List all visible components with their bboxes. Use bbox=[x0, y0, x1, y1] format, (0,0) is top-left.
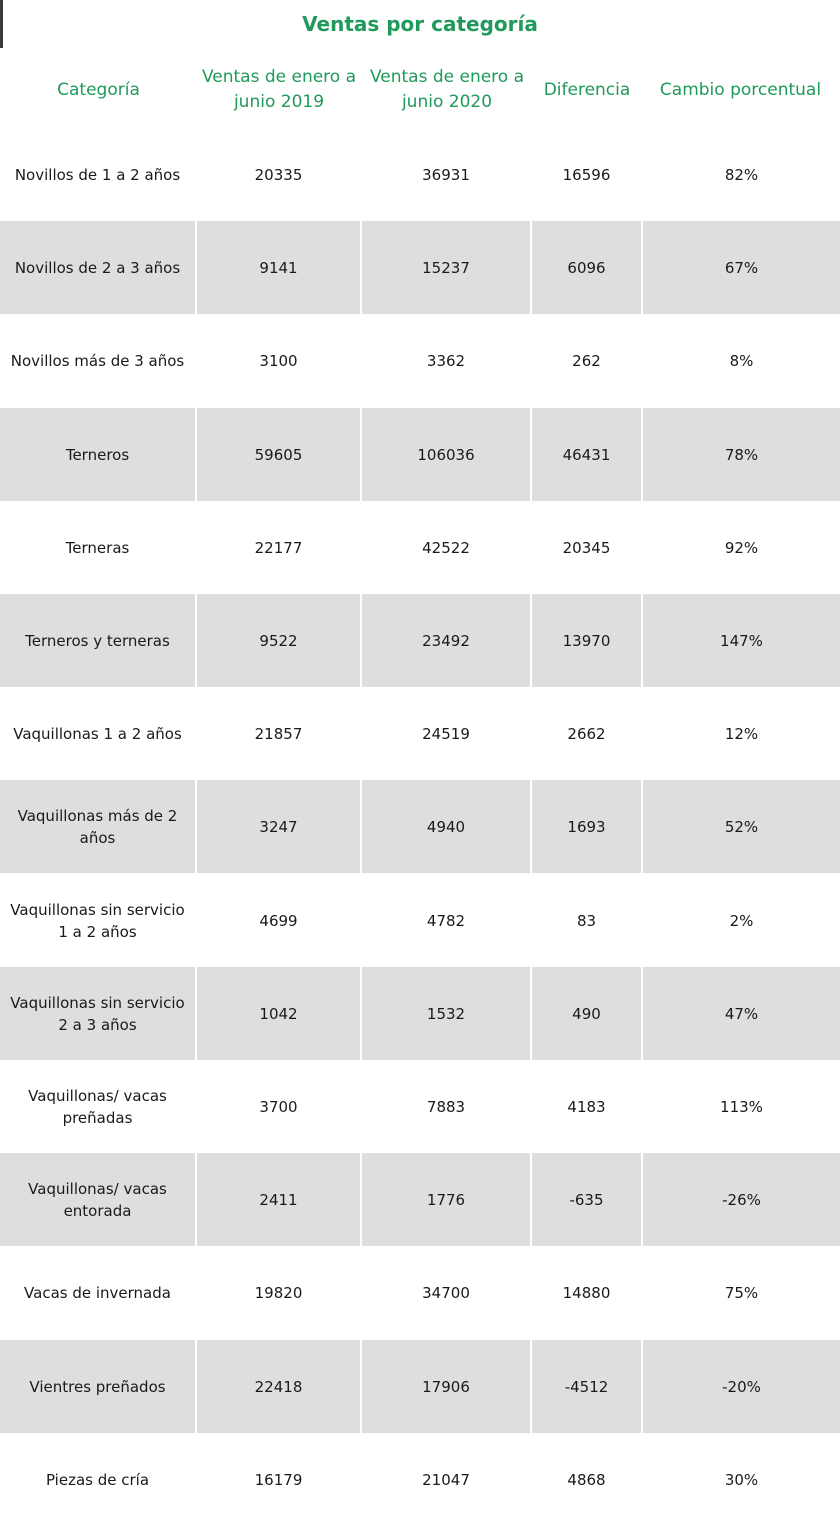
cell-ventas-2019: 1042 bbox=[197, 967, 360, 1060]
cell-ventas-2020: 4782 bbox=[426, 911, 466, 930]
cell-categoria: Novillos de 2 a 3 años bbox=[0, 221, 195, 314]
cell-categoria: Vaquillonas/ vacas preñadas bbox=[28, 1086, 167, 1127]
cell-categoria: Vaquillonas/ vacas entorada bbox=[0, 1153, 195, 1246]
cell-diferencia: 4868 bbox=[567, 1470, 606, 1489]
table-row bbox=[0, 314, 840, 407]
table-row bbox=[0, 1433, 840, 1526]
cell-diferencia: 2662 bbox=[567, 724, 606, 743]
cell-cambio: -20% bbox=[643, 1340, 840, 1433]
table-row bbox=[0, 128, 840, 221]
cell-ventas-2019: 3700 bbox=[259, 1097, 298, 1116]
cell-ventas-2019: 9141 bbox=[197, 221, 360, 314]
cell-ventas-2020: 21047 bbox=[422, 1470, 470, 1489]
cell-diferencia: 83 bbox=[576, 911, 597, 930]
cell-cambio: 147% bbox=[643, 594, 840, 687]
cell-diferencia: 262 bbox=[572, 351, 601, 370]
cell-categoria: Novillos de 1 a 2 años bbox=[14, 165, 181, 184]
cell-ventas-2019: 22177 bbox=[254, 538, 303, 557]
cell-diferencia: 1693 bbox=[532, 780, 641, 873]
header-categoria: Categoría bbox=[57, 79, 140, 100]
cell-categoria: Vacas de invernada bbox=[24, 1283, 171, 1302]
cell-ventas-2019: 9522 bbox=[197, 594, 360, 687]
cell-ventas-2019: 16179 bbox=[254, 1470, 303, 1489]
cell-diferencia: 13970 bbox=[532, 594, 641, 687]
cell-ventas-2019: 20335 bbox=[254, 165, 303, 184]
cell-diferencia: -4512 bbox=[532, 1340, 641, 1433]
table-row bbox=[0, 221, 840, 314]
cell-diferencia: 490 bbox=[532, 967, 641, 1060]
cell-categoria: Vientres preñados bbox=[0, 1340, 195, 1433]
cell-categoria: Vaquillonas 1 a 2 años bbox=[13, 724, 182, 743]
cell-categoria: Novillos más de 3 años bbox=[10, 351, 185, 370]
cell-ventas-2019: 2411 bbox=[197, 1153, 360, 1246]
cell-ventas-2020: 7883 bbox=[426, 1097, 466, 1116]
cell-diferencia: 46431 bbox=[532, 408, 641, 501]
cell-ventas-2019: 4699 bbox=[259, 911, 298, 930]
cell-ventas-2020: 36931 bbox=[422, 165, 470, 184]
cell-cambio: 82% bbox=[724, 165, 759, 184]
cell-diferencia: 6096 bbox=[532, 221, 641, 314]
cell-cambio: 92% bbox=[724, 538, 759, 557]
cell-categoria: Terneros y terneras bbox=[0, 594, 195, 687]
cell-cambio: 47% bbox=[643, 967, 840, 1060]
table-row bbox=[0, 687, 840, 780]
cell-ventas-2019: 21857 bbox=[254, 724, 303, 743]
cell-cambio: 12% bbox=[724, 724, 759, 743]
cell-cambio: -26% bbox=[643, 1153, 840, 1246]
cell-ventas-2019: 59605 bbox=[197, 408, 360, 501]
cell-ventas-2020: 15237 bbox=[362, 221, 530, 314]
header-cambio-porcentual: Cambio porcentual bbox=[659, 79, 822, 100]
cell-diferencia: -635 bbox=[532, 1153, 641, 1246]
cell-ventas-2020: 42522 bbox=[422, 538, 470, 557]
header-ventas-2020: Ventas de enero a junio 2020 bbox=[369, 67, 525, 112]
cell-categoria: Vaquillonas sin servicio 2 a 3 años bbox=[0, 967, 195, 1060]
table-row bbox=[0, 501, 840, 594]
table-row bbox=[0, 594, 840, 687]
cell-ventas-2019: 22418 bbox=[197, 1340, 360, 1433]
table-row bbox=[0, 1153, 840, 1246]
table-row bbox=[0, 408, 840, 501]
table-row bbox=[0, 1060, 840, 1153]
cell-diferencia: 4183 bbox=[567, 1097, 606, 1116]
cell-ventas-2020: 106036 bbox=[362, 408, 530, 501]
cell-ventas-2020: 34700 bbox=[422, 1283, 470, 1302]
table-row bbox=[0, 1246, 840, 1339]
table-row bbox=[0, 874, 840, 967]
cell-cambio: 78% bbox=[643, 408, 840, 501]
cell-ventas-2020: 24519 bbox=[422, 724, 470, 743]
cell-diferencia: 16596 bbox=[562, 165, 611, 184]
table-row bbox=[0, 780, 840, 873]
cell-categoria: Terneras bbox=[65, 538, 130, 557]
cell-cambio: 8% bbox=[729, 351, 754, 370]
cell-categoria: Vaquillonas más de 2 años bbox=[0, 780, 195, 873]
cell-ventas-2019: 19820 bbox=[254, 1283, 303, 1302]
cell-categoria: Terneros bbox=[0, 408, 195, 501]
cell-ventas-2020: 23492 bbox=[362, 594, 530, 687]
table-header bbox=[0, 52, 840, 128]
cell-ventas-2020: 17906 bbox=[362, 1340, 530, 1433]
cell-ventas-2019: 3100 bbox=[259, 351, 298, 370]
cell-cambio: 2% bbox=[729, 911, 754, 930]
cell-cambio: 113% bbox=[720, 1097, 763, 1116]
cell-ventas-2020: 1532 bbox=[362, 967, 530, 1060]
cell-ventas-2020: 4940 bbox=[362, 780, 530, 873]
cell-diferencia: 14880 bbox=[562, 1283, 611, 1302]
header-ventas-2019: Ventas de enero a junio 2019 bbox=[201, 67, 357, 112]
cell-ventas-2020: 1776 bbox=[362, 1153, 530, 1246]
cell-cambio: 30% bbox=[724, 1470, 759, 1489]
cell-categoria: Vaquillonas sin servicio 1 a 2 años bbox=[10, 900, 185, 941]
cell-ventas-2019: 3247 bbox=[197, 780, 360, 873]
cell-diferencia: 20345 bbox=[562, 538, 611, 557]
header-diferencia: Diferencia bbox=[543, 79, 631, 100]
table-row bbox=[0, 967, 840, 1060]
cell-cambio: 52% bbox=[643, 780, 840, 873]
table-row bbox=[0, 1340, 840, 1433]
table-title: Ventas por categoría bbox=[302, 12, 538, 36]
cell-cambio: 67% bbox=[643, 221, 840, 314]
cell-categoria: Piezas de cría bbox=[45, 1470, 150, 1489]
cell-ventas-2020: 3362 bbox=[426, 351, 466, 370]
cell-cambio: 75% bbox=[724, 1283, 759, 1302]
